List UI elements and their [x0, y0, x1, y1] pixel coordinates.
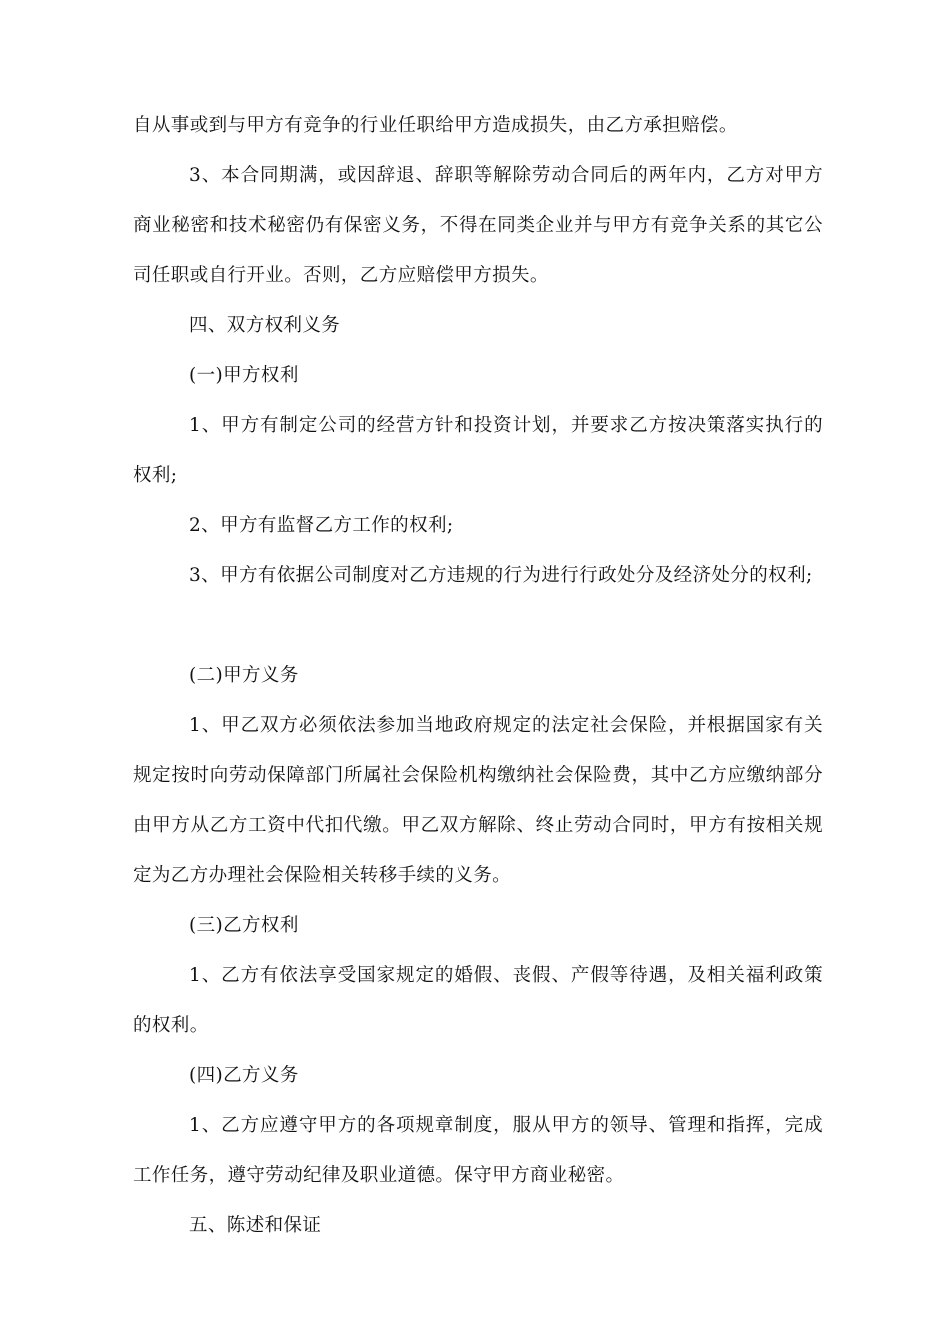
paragraph-clause-3: 3、本合同期满，或因辞退、辞职等解除劳动合同后的两年内，乙方对甲方商业秘密和技术秘密仍有保密义务，不得在同类企业并与甲方有竞争关系的其它公司任职或自行开业。否则，乙方应赔偿甲方损失。 — [133, 165, 823, 286]
subheading-party-a-rights: (一)甲方权利 — [189, 365, 299, 386]
paragraph-party-b-right-1: 1、乙方有依法享受国家规定的婚假、丧假、产假等待遇，及相关福利政策的权利。 — [133, 965, 823, 1036]
paragraph-continuation: 自从事或到与甲方有竞争的行业任职给甲方造成损失，由乙方承担赔偿。 — [133, 115, 738, 136]
subheading-party-b-obligations: (四)乙方义务 — [189, 1065, 299, 1086]
subheading-party-b-rights: (三)乙方权利 — [189, 915, 299, 936]
paragraph-party-a-obligation-1: 1、甲乙双方必须依法参加当地政府规定的法定社会保险，并根据国家有关规定按时向劳动保障部门所属社会保险机构缴纳社会保险费，其中乙方应缴纳部分由甲方从乙方工资中代扣代缴。甲乙双方解除、终止劳动合同时，甲方有按相关规定为乙方办理社会保险相关转移手续的义务。 — [133, 715, 823, 886]
subheading-party-a-obligations: (二)甲方义务 — [189, 665, 299, 686]
paragraph-party-a-right-2: 2、甲方有监督乙方工作的权利; — [189, 515, 454, 536]
paragraph-party-a-right-1: 1、甲方有制定公司的经营方针和投资计划，并要求乙方按决策落实执行的权利; — [133, 415, 823, 486]
section-heading-representations: 五、陈述和保证 — [189, 1215, 322, 1236]
paragraph-party-a-right-3: 3、甲方有依据公司制度对乙方违规的行为进行行政处分及经济处分的权利; — [189, 565, 813, 586]
section-heading-rights-obligations: 四、双方权利义务 — [189, 315, 341, 336]
paragraph-party-b-obligation-1: 1、乙方应遵守甲方的各项规章制度，服从甲方的领导、管理和指挥，完成工作任务，遵守劳动纪律及职业道德。保守甲方商业秘密。 — [133, 1115, 823, 1186]
